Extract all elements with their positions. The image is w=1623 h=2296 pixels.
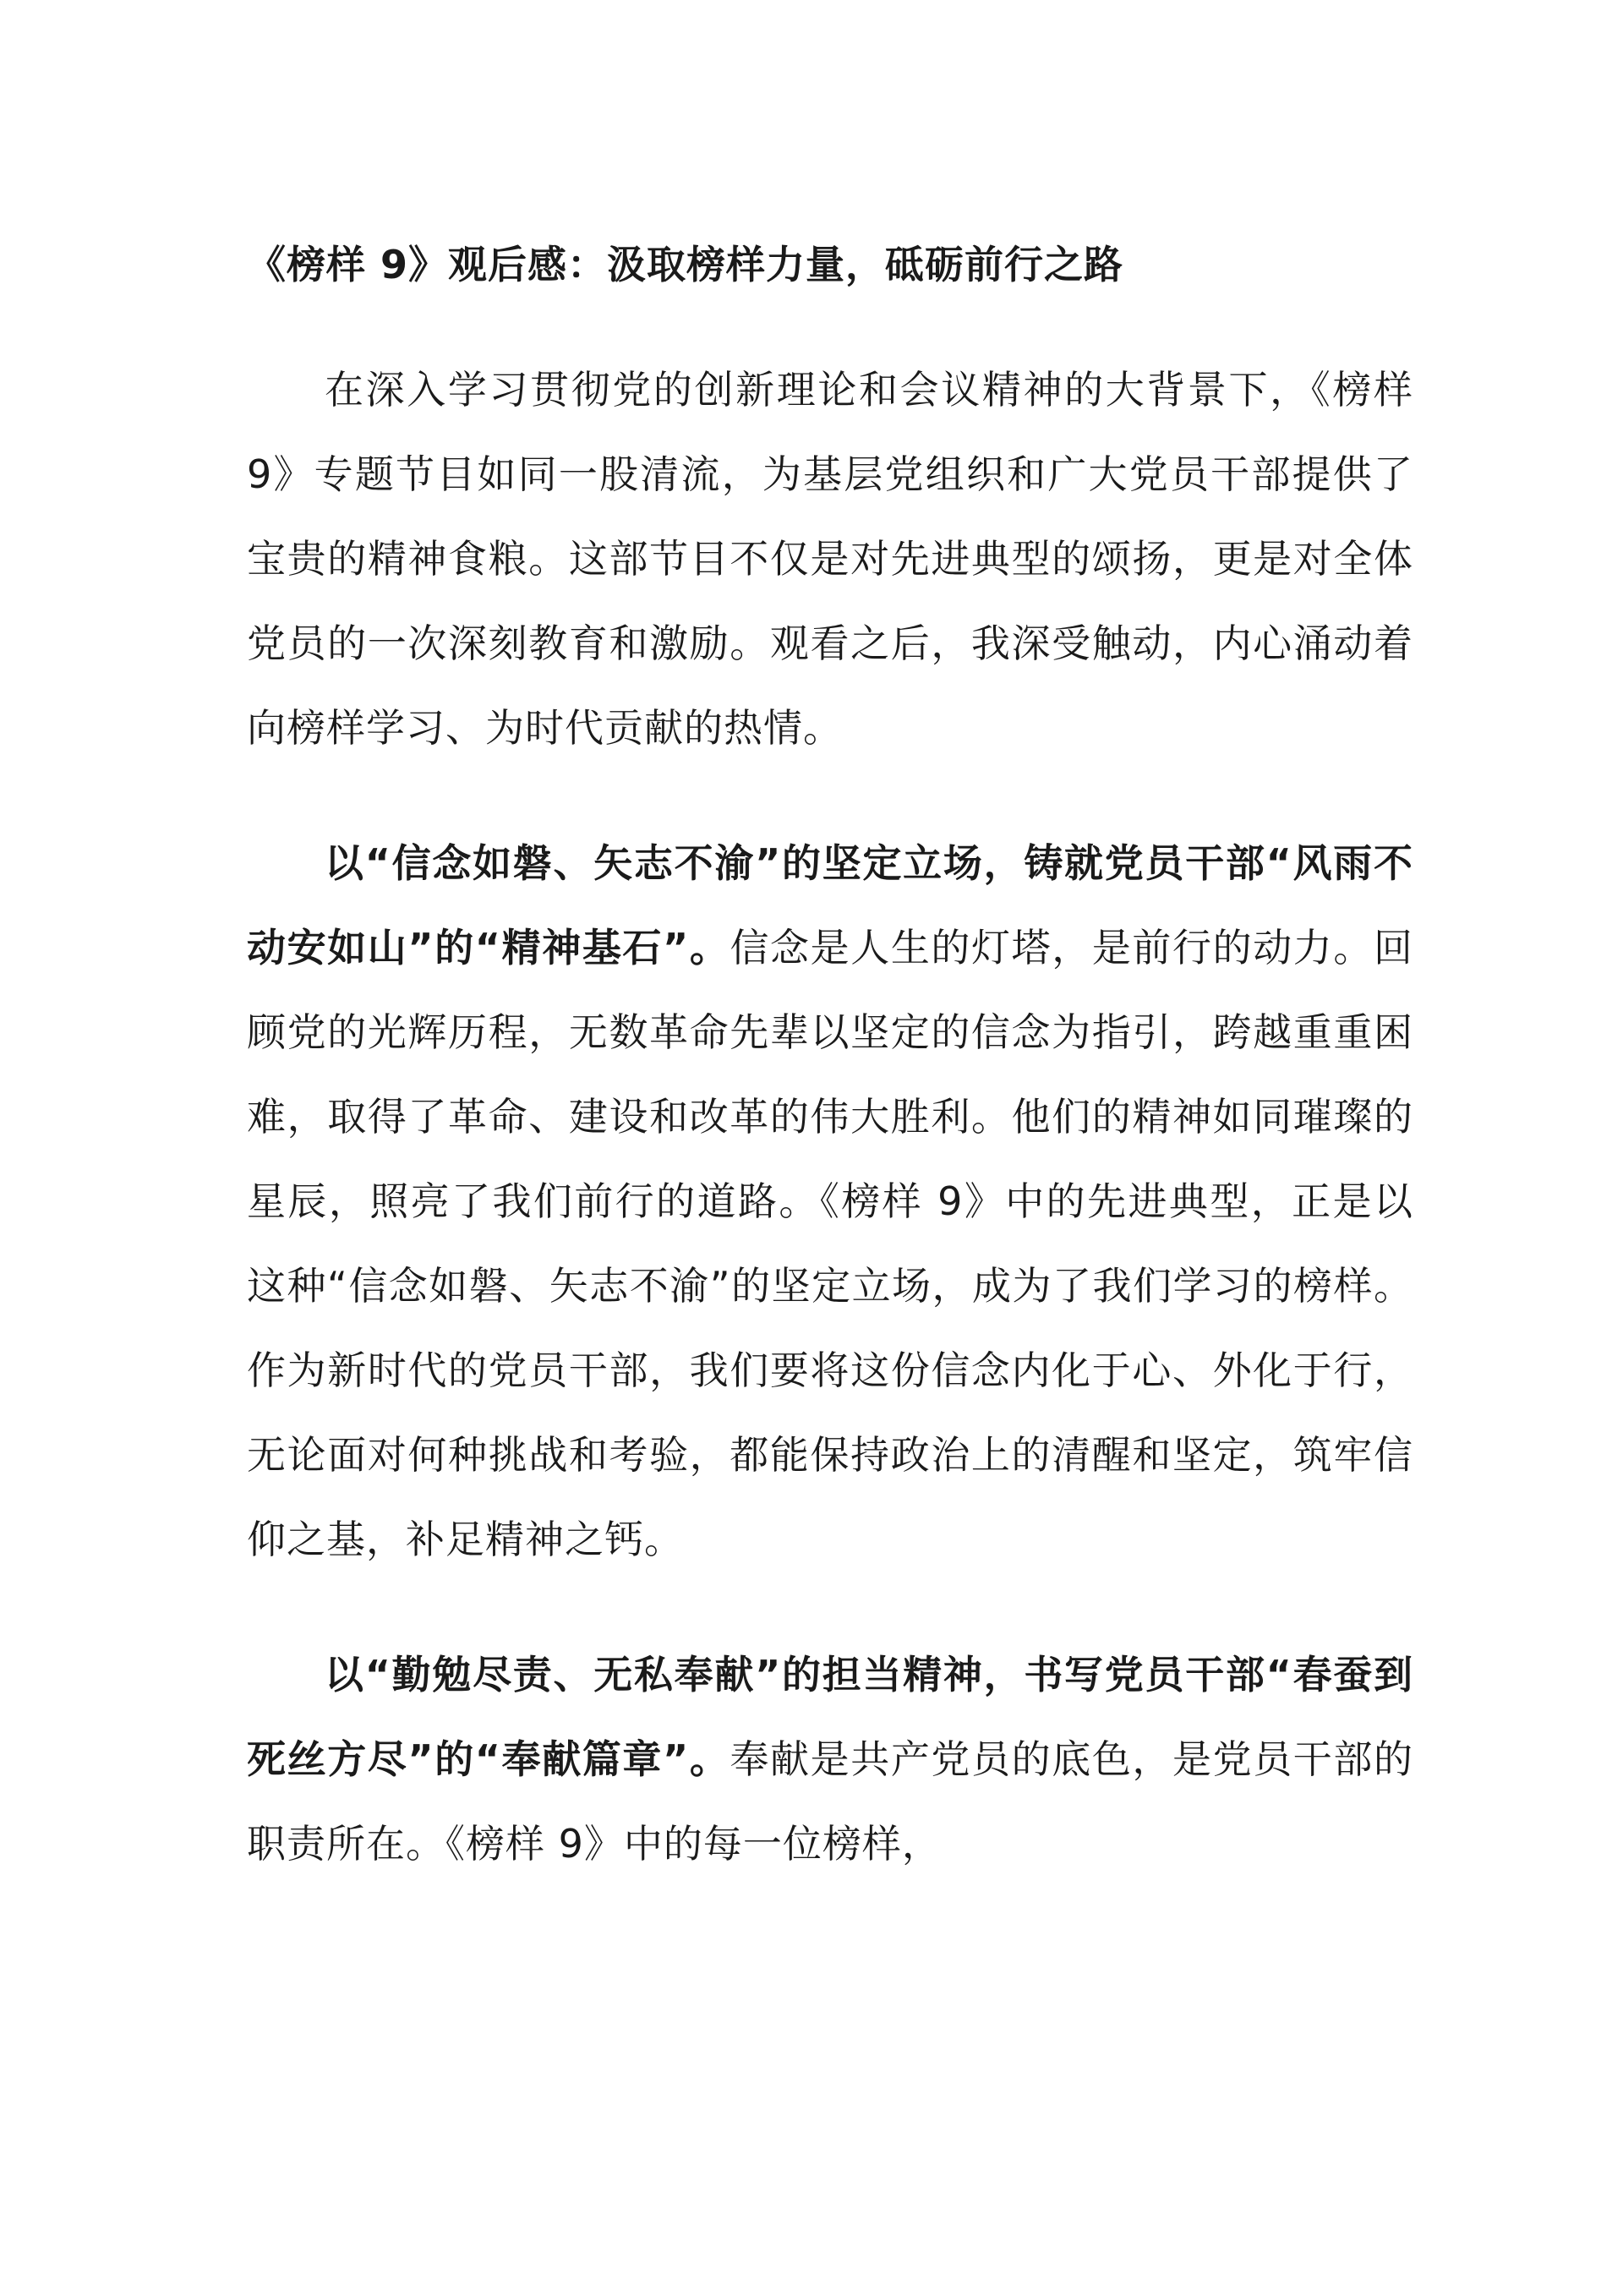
paragraph-belief bbox=[247, 821, 1413, 1582]
paragraph-dedication bbox=[247, 1632, 1413, 1886]
paragraph-text: 信念是人生的灯塔，是前行的动力。回顾党的光辉历程，无数革命先辈以坚定的信念为指引，跨越重重困难，取得了革命、建设和改革的伟大胜利。他们的精神如同璀璨的星辰，照亮了我们前行的道路。《榜样 9》中的先进典型，正是以这种“信念如磐、矢志不渝”的坚定立场，成为了我们学习的榜样。作为新时代的党员干部，我们要将这份信念内化于心、外化于行，无论面对何种挑战和考验，都能保持政治上的清醒和坚定，筑牢信仰之基，补足精神之钙。 bbox=[247, 925, 1413, 1562]
paragraph-lead: 以“勤勉尽责、无私奉献”的担当精神，书写党员干部“春蚕到死丝方尽”的“奉献篇章”。 bbox=[247, 1652, 1413, 1782]
paragraph-text: 奉献是共产党员的底色，是党员干部的职责所在。《榜样 9》中的每一位榜样， bbox=[247, 1736, 1413, 1867]
document-title: 《榜样 9》观后感：汲取榜样力量，砥砺前行之路 bbox=[247, 242, 1124, 287]
paragraph-lead: 以“信念如磐、矢志不渝”的坚定立场，铸就党员干部“风雨不动安如山”的“精神基石”。 bbox=[247, 840, 1413, 970]
document-body bbox=[247, 224, 1413, 1886]
paragraph-intro bbox=[247, 347, 1413, 770]
paragraph-text: 在深入学习贯彻党的创新理论和会议精神的大背景下，《榜样 9》专题节目如同一股清流，为基层党组织和广大党员干部提供了宝贵的精神食粮。这部节目不仅是对先进典型的颂扬，更是对全体党员的一次深刻教育和激励。观看之后，我深受触动，内心涌动着向榜样学习、为时代贡献的热情。 bbox=[247, 367, 1413, 751]
